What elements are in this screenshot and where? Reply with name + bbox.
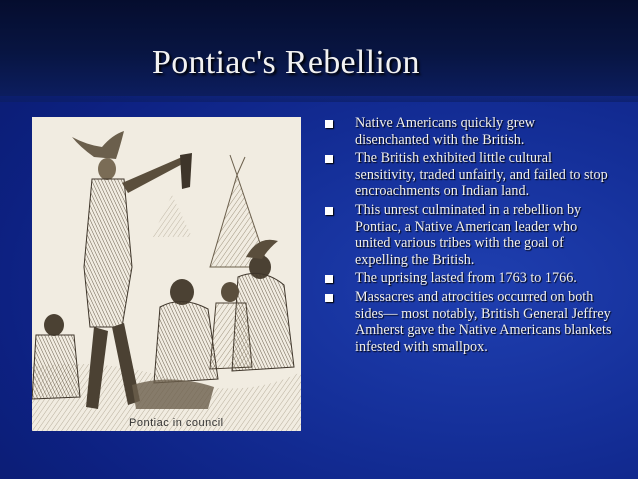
bullet-text: The uprising lasted from 1763 to 1766.: [355, 270, 577, 287]
square-bullet-icon: [325, 275, 333, 283]
engraving-image: [32, 117, 301, 431]
bullet-item: [322, 270, 612, 287]
title-bar-fade: [0, 88, 638, 102]
bullet-text: The British exhibited little cultural sensitivity, traded unfairly, and failed to stop encroachments on Indian land.: [355, 150, 608, 200]
slide-title: Pontiac's Rebellion: [152, 44, 420, 81]
bullet-text: Native Americans quickly grew disenchanted with the British.: [355, 115, 536, 148]
bullet-item: [322, 150, 612, 200]
image-caption: Pontiac in council: [129, 417, 224, 429]
bullet-item: [322, 202, 612, 268]
bullet-item: [322, 115, 612, 148]
square-bullet-icon: [325, 207, 333, 215]
square-bullet-icon: [325, 155, 333, 163]
bullet-text: This unrest culminated in a rebellion by Pontiac, a Native American leader who united various tribes with the goal of expelling the British.: [355, 201, 582, 268]
square-bullet-icon: [325, 120, 333, 128]
bullet-item: [322, 289, 612, 355]
bullet-text: Massacres and atrocities occurred on both sides— most notably, British General Jeffrey Amherst gave the Native Americans blankets infested with smallpox.: [355, 288, 612, 355]
bullet-list: [322, 115, 612, 357]
square-bullet-icon: [325, 294, 333, 302]
